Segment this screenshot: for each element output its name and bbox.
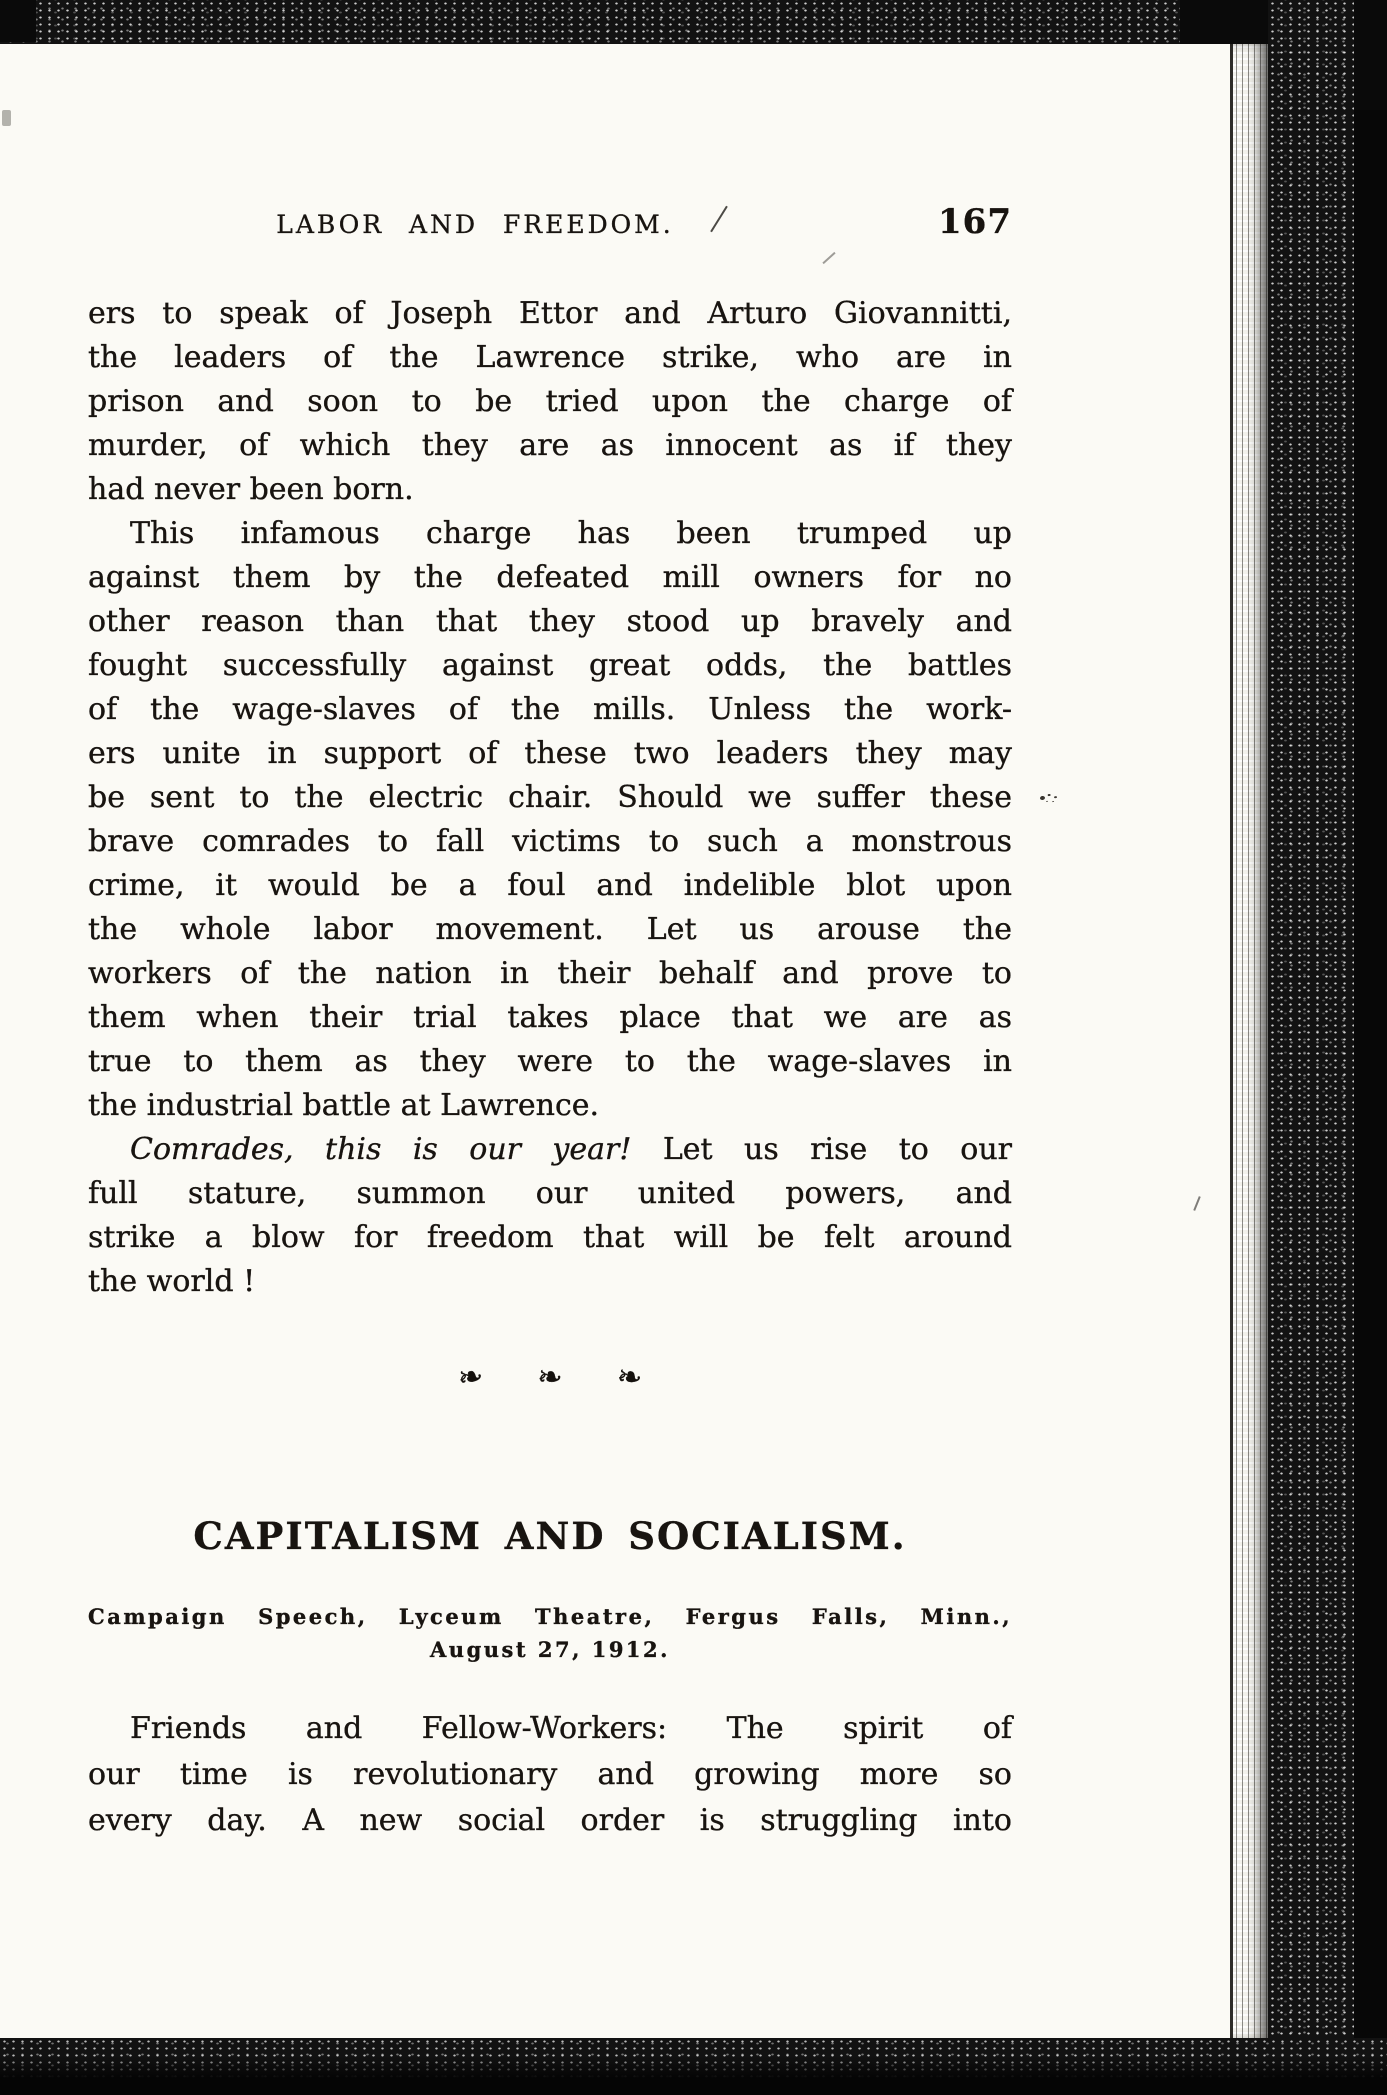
book-edge-texture: [1268, 0, 1354, 2095]
fleuron-icon: ❧: [455, 1358, 486, 1397]
fleuron-icon: ❧: [615, 1359, 643, 1396]
text-line: our time is revolutionary and growing more so: [88, 1757, 1012, 1792]
running-title: LABOR AND FREEDOM.: [276, 210, 674, 239]
text-line: brave comrades to fall victims to such a monstrous: [88, 824, 1012, 859]
paragraph: [88, 512, 1012, 1128]
fleuron-icon: ❧: [537, 1360, 563, 1395]
text-line: the industrial battle at Lawrence.: [88, 1088, 600, 1123]
scan-top-border: [0, 0, 1387, 47]
text-line: against them by the defeated mill owners for no: [88, 560, 1012, 595]
page-number: 167: [938, 202, 1012, 242]
text-line: every day. A new social order is struggling into: [88, 1803, 1012, 1838]
text-line: strike a blow for freedom that will be felt around: [88, 1220, 1012, 1255]
text-line: prison and soon to be tried upon the charge of: [88, 384, 1012, 419]
text-line: true to them as they were to the wage-slaves in: [88, 1044, 1012, 1079]
scan-corner-shadow-left: [0, 0, 36, 42]
text-line: other reason than that they stood up bravely and: [88, 604, 1012, 639]
ink-smudge-mark: [1040, 796, 1046, 801]
text-line: This infamous charge has been trumped up: [130, 516, 1012, 551]
subtitle-line: August 27, 1912.: [430, 1637, 670, 1662]
running-header: [88, 202, 1012, 256]
text-line: fought successfully against great odds, the battles: [88, 648, 1012, 683]
text-line: full stature, summon our united powers, and: [88, 1176, 1012, 1211]
text-line: ers to speak of Joseph Ettor and Arturo Giovannitti,: [88, 296, 1012, 331]
text-line: [88, 1128, 1012, 1172]
text-line: had never been born.: [88, 472, 414, 507]
fleuron-ornament-row: [88, 1360, 1012, 1404]
subtitle-line: Campaign Speech, Lyceum Theatre, Fergus Falls, Minn.,: [88, 1604, 1012, 1629]
text-line: murder, of which they are as innocent as if they: [88, 428, 1012, 463]
paragraph: [88, 1706, 1012, 1844]
text-line: the whole labor movement. Let us arouse the: [88, 912, 1012, 947]
body-text: [88, 292, 1012, 1304]
text-line: Friends and Fellow-Workers: The spirit of: [130, 1711, 1012, 1746]
book-page: [0, 44, 1230, 2040]
text-line: the leaders of the Lawrence strike, who are in: [88, 340, 1012, 375]
paragraph: [88, 292, 1012, 512]
paragraph: [88, 1128, 1012, 1304]
text-line: the world !: [88, 1264, 256, 1299]
page-content: [88, 44, 1012, 1844]
text-line: be sent to the electric chair. Should we suffer these: [88, 780, 1012, 815]
text-line: ers unite in support of these two leaders they may: [88, 736, 1012, 771]
text-segment: Let us rise to our: [631, 1132, 1012, 1167]
scan-artifact-blot: [2, 110, 11, 126]
italic-text-segment: Comrades, this is our year!: [130, 1132, 632, 1167]
text-line: workers of the nation in their behalf and prove to: [88, 956, 1012, 991]
scan-artifact-tick: [1193, 1196, 1200, 1211]
text-line: them when their trial takes place that we are as: [88, 1000, 1012, 1035]
text-line: crime, it would be a foul and indelible blot upon: [88, 868, 1012, 903]
scan-bottom-border: [0, 2038, 1387, 2095]
book-page-stack-edge: [1230, 44, 1268, 2040]
section-subtitle: [88, 1600, 1012, 1666]
text-line: of the wage-slaves of the mills. Unless the work-: [88, 692, 1012, 727]
speech-text: [88, 1706, 1012, 1844]
section-title: CAPITALISM AND SOCIALISM.: [193, 1514, 907, 1558]
